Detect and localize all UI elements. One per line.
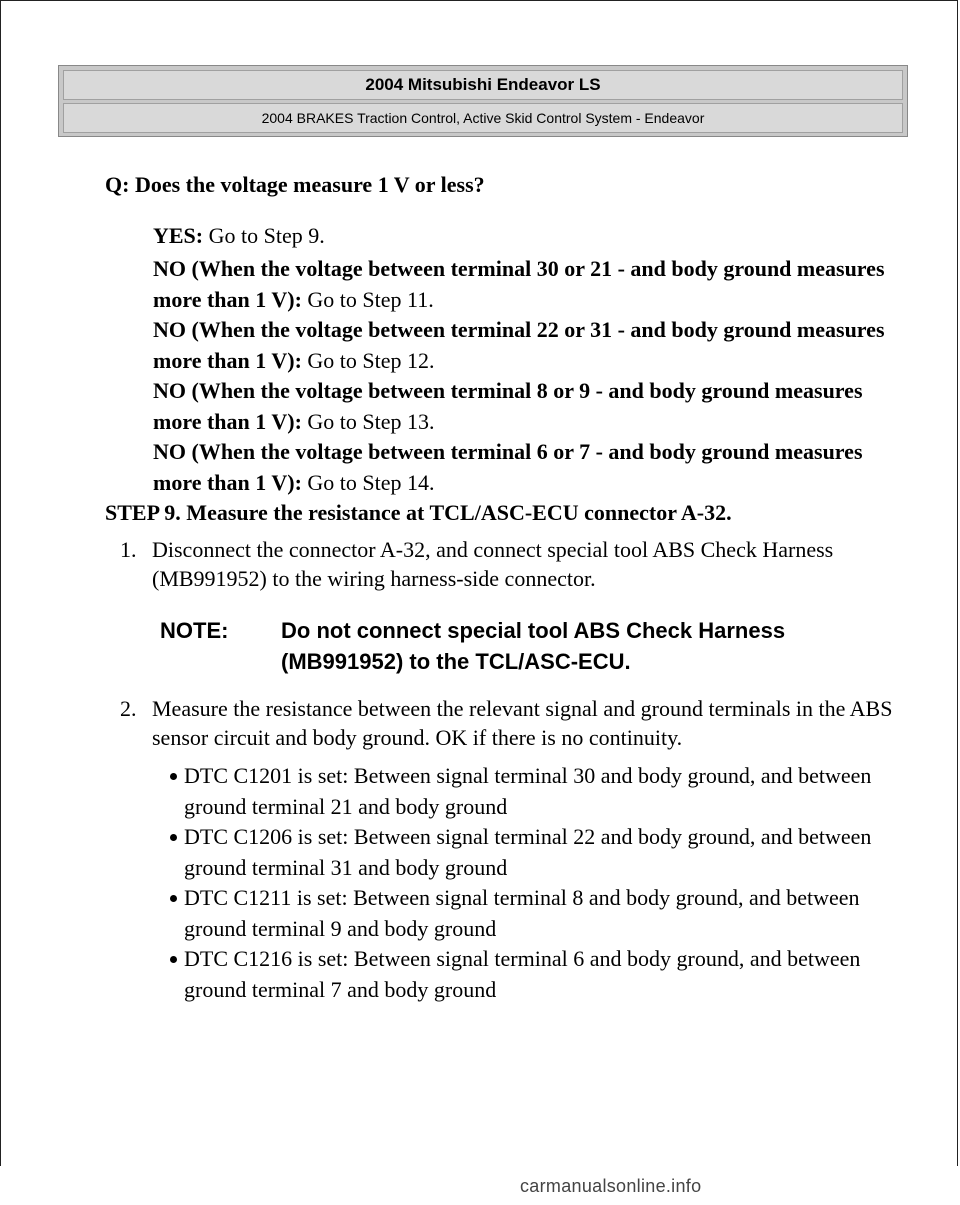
answer-no-11 <box>153 253 893 315</box>
step-item-text: Measure the resistance between the relevant signal and ground terminals in the ABS sensor circuit and body ground. OK if there is no continuity. <box>152 696 893 750</box>
answer-action: Go to Step 11. <box>301 287 434 312</box>
answer-label: NO (When the voltage between terminal 22 or 31 - and body ground measures more than 1 V): <box>153 317 885 373</box>
step-item-number: 2. <box>120 696 137 721</box>
answer-label: NO (When the voltage between terminal 6 or 7 - and body ground measures more than 1 V): <box>153 439 863 495</box>
bullet-item <box>184 882 904 944</box>
bullet-item <box>184 760 904 822</box>
bullet-dot-icon <box>170 773 177 780</box>
answer-action: Go to Step 12. <box>301 348 435 373</box>
bullet-text: DTC C1201 is set: Between signal terminal 30 and body ground, and between ground terminal 21 and body ground <box>184 763 872 819</box>
note-box <box>160 615 890 677</box>
bullet-item <box>184 943 904 1005</box>
step-item-text: Disconnect the connector A-32, and connect special tool ABS Check Harness (MB991952) to the wiring harness-side connector. <box>152 537 834 591</box>
bullet-text: DTC C1206 is set: Between signal terminal 22 and body ground, and between ground terminal 31 and body ground <box>184 824 872 880</box>
bullet-dot-icon <box>170 956 177 963</box>
answer-action: Go to Step 9. <box>203 223 325 248</box>
bullet-dot-icon <box>170 895 177 902</box>
bullet-text: DTC C1216 is set: Between signal terminal 6 and body ground, and between ground terminal 7 and body ground <box>184 946 861 1002</box>
answer-label: NO (When the voltage between terminal 8 or 9 - and body ground measures more than 1 V): <box>153 378 863 434</box>
answer-no-12 <box>153 314 893 376</box>
bullet-item <box>184 821 904 883</box>
answer-action: Go to Step 14. <box>301 470 435 495</box>
answer-no-13 <box>153 375 893 437</box>
document-header <box>58 65 908 137</box>
document-subtitle: 2004 BRAKES Traction Control, Active Skid Control System - Endeavor <box>63 103 903 133</box>
answer-label: YES: <box>153 223 204 248</box>
note-label: NOTE: <box>160 618 229 643</box>
watermark: carmanualsonline.info <box>520 1176 702 1196</box>
note-text: Do not connect special tool ABS Check Harness (MB991952) to the TCL/ASC-ECU. <box>281 618 786 674</box>
answer-no-14 <box>153 436 893 498</box>
step-item-2 <box>120 694 900 752</box>
step-item-1 <box>120 535 900 593</box>
step-title: STEP 9. Measure the resistance at TCL/ASC-ECU connector A-32. <box>105 500 732 525</box>
answer-label: NO (When the voltage between terminal 30 or 21 - and body ground measures more than 1 V): <box>153 256 885 312</box>
step-item-number: 1. <box>120 537 137 562</box>
answer-action: Go to Step 13. <box>301 409 435 434</box>
question-text: Q: Does the voltage measure 1 V or less? <box>105 172 485 197</box>
bullet-text: DTC C1211 is set: Between signal terminal 8 and body ground, and between ground terminal 9 and body ground <box>184 885 860 941</box>
bullet-dot-icon <box>170 834 177 841</box>
document-title: 2004 Mitsubishi Endeavor LS <box>63 70 903 100</box>
answer-yes <box>153 220 893 251</box>
